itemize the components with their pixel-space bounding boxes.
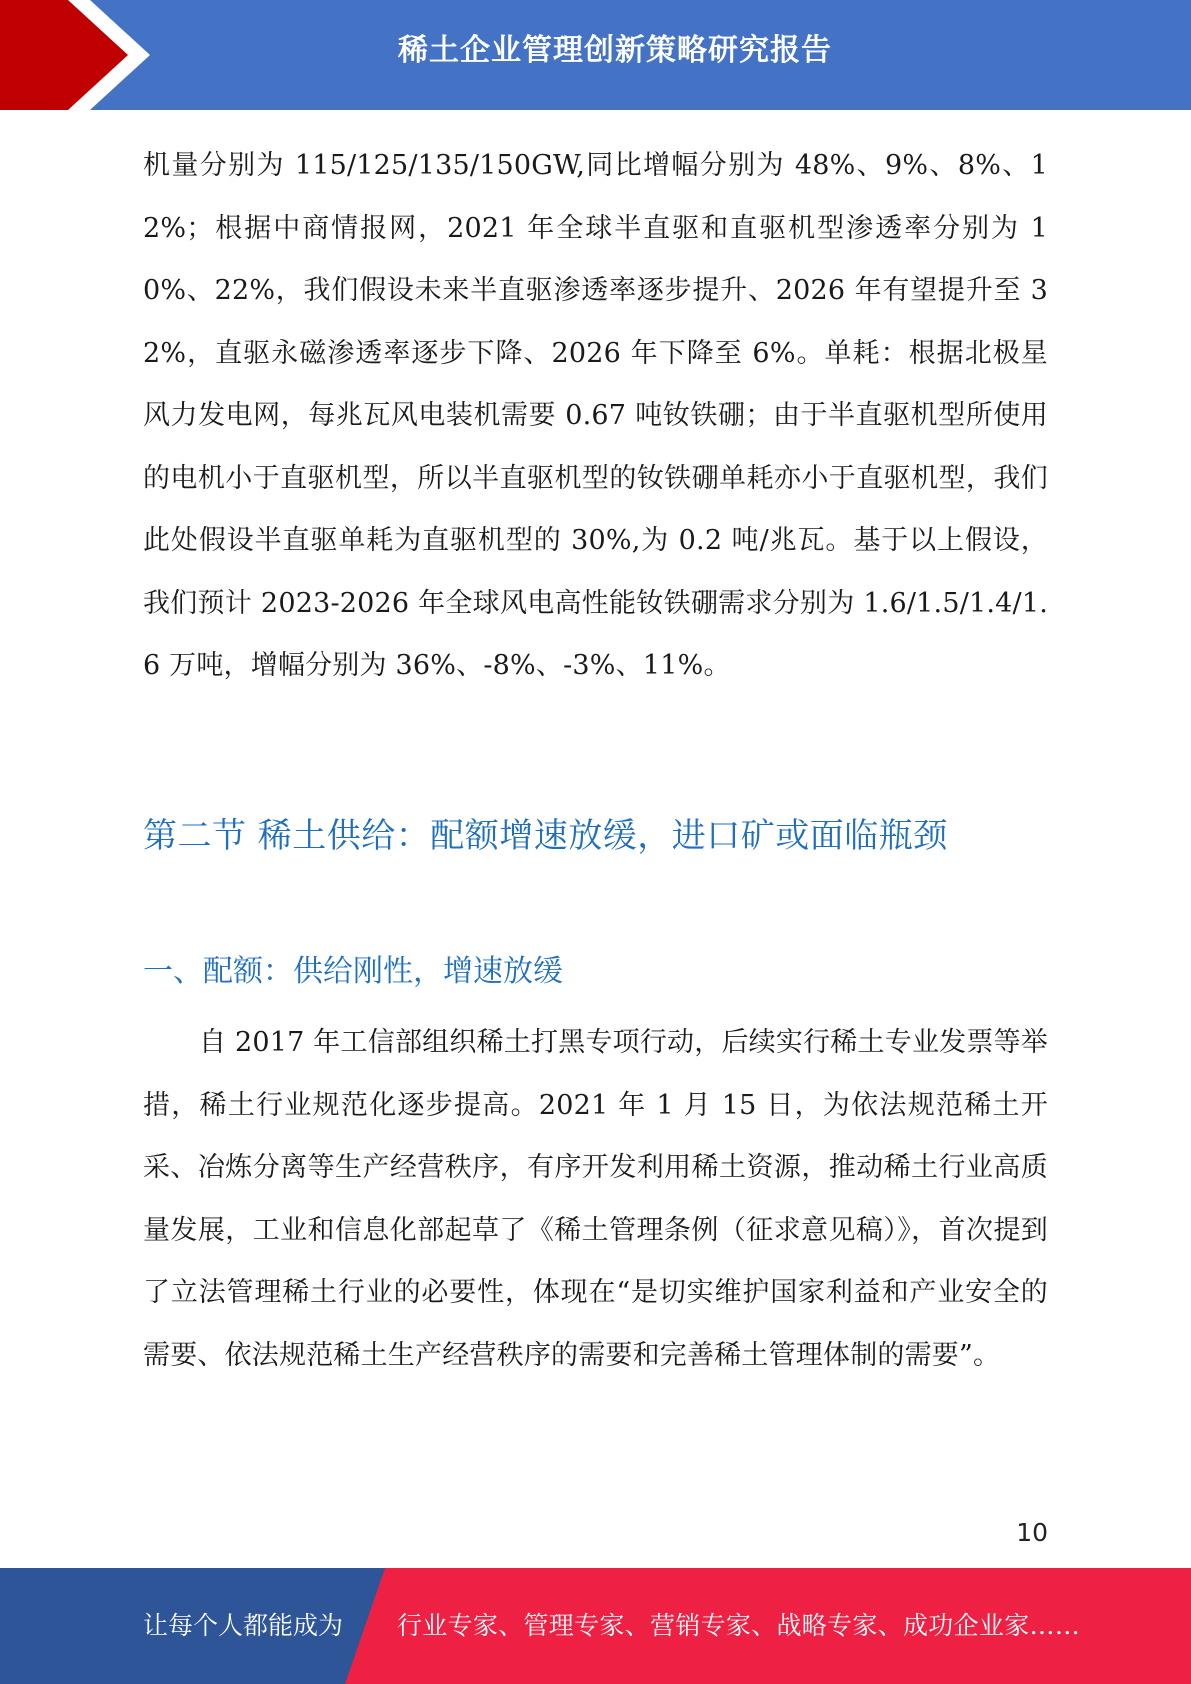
header-arrow-decoration [0,0,160,110]
page-header [0,0,1191,110]
page-footer [0,1568,1191,1684]
footer-slogan: 让每个人都能成为 [143,1611,344,1640]
report-title: 稀土企业管理创新策略研究报告 [398,33,832,68]
body-paragraph-quota: 自 2017 年工信部组织稀土打黑专项行动，后续实行稀土专业发票等举措，稀土行业规范化逐步提高。2021 年 1 月 15 日，为依法规范稀土开采、冶炼分离等生产经营秩序，有序开发利用稀土资源，推动稀土行业高质量发展，工业和信息化部起草了《稀土管理条例（征求意见稿）》，首次提到了立法管理稀土行业的必要性，体现在“是切实维护国家利益和产业安全的需要、依法规范稀土生产经营秩序的需要和完善稀土管理体制的需要”。 [143,1027,1048,1371]
page-number: 10 [1016,1518,1048,1547]
subsection-heading: 一、配额：供给刚性，增速放缓 [143,954,563,989]
body-paragraph-wind-demand: 机量分别为 115/125/135/150GW,同比增幅分别为 48%、9%、8%、12%；根据中商情报网，2021 年全球半直驱和直驱机型渗透率分别为 10%、22%，我们假设未来半直驱渗透率逐步提升、2026 年有望提升至 32%，直驱永磁渗透率逐步下降、2026 年下降至 6%。单耗：根据北极星风力发电网，每兆瓦风电装机需要 0.67 吨钕铁硼；由于半直驱机型所使用的电机小于直驱机型，所以半直驱机型的钕铁硼单耗亦小于直驱机型，我们此处假设半直驱单耗为直驱机型的 30%,为 0.2 吨/兆瓦。基于以上假设，我们预计 2023-2026 年全球风电高性能钕铁硼需求分别为 1.6/1.5/1.4/1.6 万吨，增幅分别为 36%、-8%、-3%、11%。 [143,150,1048,681]
footer-roles: 行业专家、管理专家、营销专家、战略专家、成功企业家…… [397,1611,1081,1640]
body-section-1 [143,135,1048,698]
header-red-chevron [0,0,128,110]
body-section-2 [143,1012,1048,1387]
section-heading: 第二节 稀土供给：配额增速放缓，进口矿或面临瓶颈 [143,816,948,856]
